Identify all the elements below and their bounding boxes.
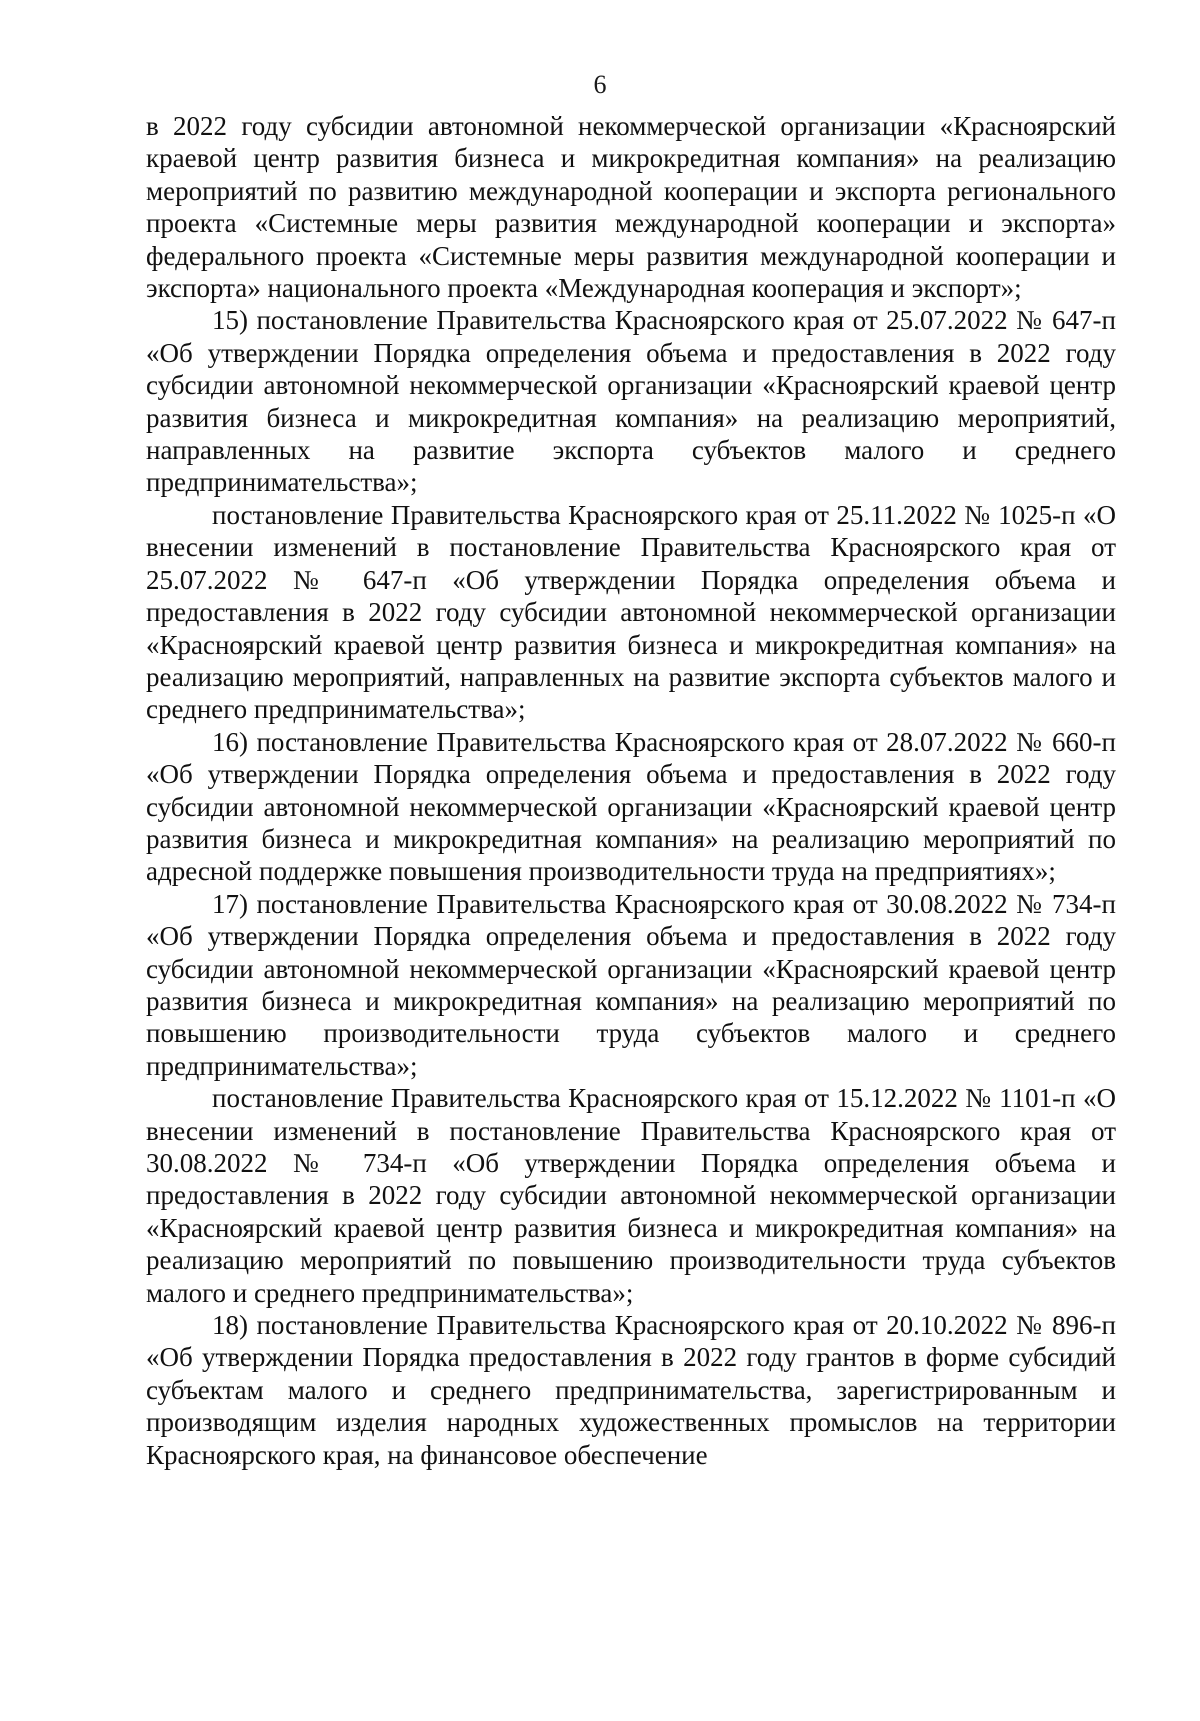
paragraph-item-15-amendment: постановление Правительства Красноярского края от 25.11.2022 № 1025-п «О внесении изменений в постановление Правительства Красноярского края от 25.07.2022 № 647-п «Об утверждении Порядка определения объема и предоставления в 2022 году субсидии автономной некоммерческой организации «Красноярский краевой центр развития бизнеса и микрокредитная компания» на реализацию мероприятий, направленных на развитие экспорта субъектов малого и среднего предпринимательства»; xyxy=(146,499,1116,725)
paragraph-item-17-amendment: постановление Правительства Красноярского края от 15.12.2022 № 1101-п «О внесении изменений в постановление Правительства Красноярского края от 30.08.2022 № 734-п «Об утверждении Порядка определения объема и предоставления в 2022 году субсидии автономной некоммерческой организации «Красноярский краевой центр развития бизнеса и микрокредитная компания» на реализацию мероприятий по повышению производительности труда субъектов малого и среднего предпринимательства»; xyxy=(146,1083,1116,1308)
page-number: 6 xyxy=(593,70,607,99)
paragraph-continuation: в 2022 году субсидии автономной некоммерческой организации «Красноярский краевой центр развития бизнеса и микрокредитная компания» на реализацию мероприятий по развитию международной кооперации и экспорта регионального проекта «Системные меры развития международной кооперации и экспорта» федерального проекта «Системные меры развития международной кооперации и экспорта» национального проекта «Международная кооперация и экспорт»; xyxy=(146,111,1116,304)
document-body xyxy=(146,110,1116,1471)
paragraph-item-15: 15) постановление Правительства Красноярского края от 25.07.2022 № 647-п «Об утверждении Порядка определения объема и предоставления в 2022 году субсидии автономной некоммерческой организации «Красноярский краевой центр развития бизнеса и микрокредитная компания» на реализацию мероприятий, направленных на развитие экспорта субъектов малого и среднего предпринимательства»; xyxy=(146,305,1116,498)
paragraph-item-18: 18) постановление Правительства Красноярского края от 20.10.2022 № 896-п «Об утверждении Порядка предоставления в 2022 году грантов в форме субсидий субъектам малого и среднего предпринимательства, зарегистрированным и производящим изделия народных художественных промыслов на территории Красноярского края, на финансовое обеспечение xyxy=(146,1310,1116,1470)
paragraph-item-17: 17) постановление Правительства Красноярского края от 30.08.2022 № 734-п «Об утверждении Порядка определения объема и предоставления в 2022 году субсидии автономной некоммерческой организации «Красноярский краевой центр развития бизнеса и микрокредитная компания» на реализацию мероприятий по повышению производительности труда субъектов малого и среднего предпринимательства»; xyxy=(146,888,1116,1081)
paragraph-item-16: 16) постановление Правительства Красноярского края от 28.07.2022 № 660-п «Об утверждении Порядка определения объема и предоставления в 2022 году субсидии автономной некоммерческой организации «Красноярский краевой центр развития бизнеса и микрокредитная компания» на реализацию мероприятий по адресной поддержке повышения производительности труда на предприятиях»; xyxy=(146,726,1116,887)
